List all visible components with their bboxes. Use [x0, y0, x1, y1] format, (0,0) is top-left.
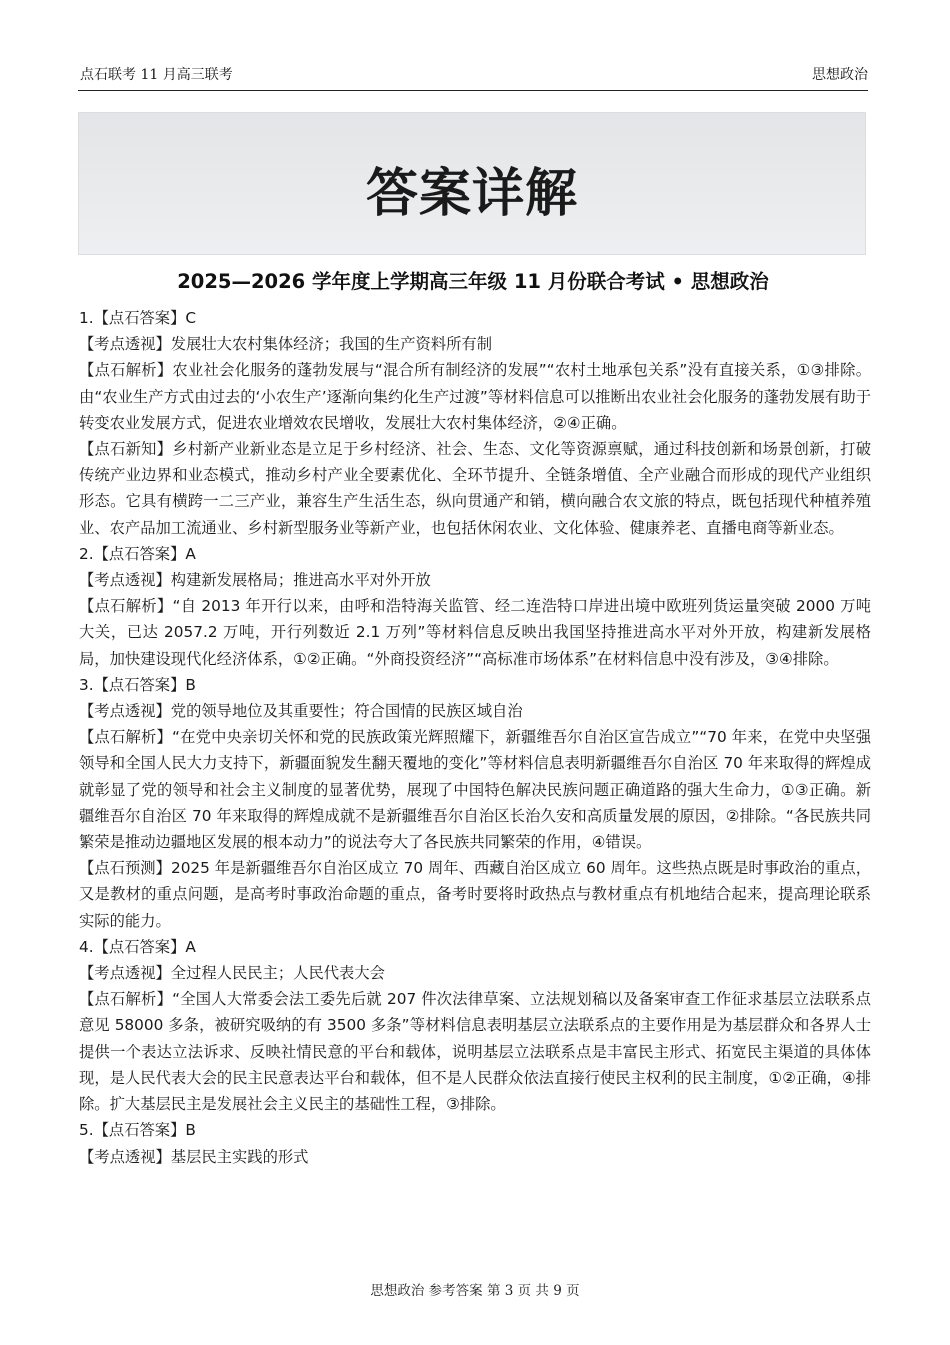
paragraph-q2-answer: 2.【点石答案】A — [79, 544, 196, 563]
paragraph-q5-topic: 【考点透视】基层民主实践的形式 — [79, 1147, 309, 1166]
header-exam-name: 点石联考 11 月高三联考 — [80, 67, 233, 83]
paragraph-q1-knowledge: 【点石新知】乡村新产业新业态是立足于乡村经济、社会、生态、文化等资源禀赋，通过科技创新和场景创新，打破传统产业边界和业态模式，推动乡村产业全要素优化、全环节提升、全链条增值、全产业融合而形成的现代产业组织形态。它具有横跨一二三产业，兼容生产生活生态，纵向贯通产和销，横向融合农文旅的特点，既包括现代种植养殖业、农产品加工流通业、乡村新型服务业等新产业，也包括休闲农业、文化体验、健康养老、直播电商等新业态。 — [79, 440, 871, 537]
page-header — [78, 62, 868, 91]
paragraph-q3-prediction: 【点石预测】2025 年是新疆维吾尔自治区成立 70 周年、西藏自治区成立 60 周年。这些热点既是时事政治的重点，又是教材的重点问题，是高考时事政治命题的重点，备考时要将时政热点与教材重点有机地结合起来，提高理论联系实际的能力。 — [79, 859, 871, 930]
banner-title: 答案详解 — [365, 163, 578, 224]
header-subject: 思想政治 — [812, 67, 868, 83]
paragraph-q1-analysis: 【点石解析】农业社会化服务的蓬勃发展与“混合所有制经济的发展”“农村土地承包关系”没有直接关系，①③排除。由“农业生产方式由过去的‘小农生产’逐渐向集约化生产过渡”等材料信息可以推断出农业社会化服务的蓬勃发展有助于转变农业发展方式，促进农业增效农民增收，发展壮大农村集体经济，②④正确。 — [79, 361, 871, 432]
paragraph-q3-analysis: 【点石解析】“在党中央亲切关怀和党的民族政策光辉照耀下，新疆维吾尔自治区宣告成立”“70 年来，在党中央坚强领导和全国人民大力支持下，新疆面貌发生翻天覆地的变化”等材料信息表明新疆维吾尔自治区 70 年来取得的辉煌成就彰显了党的领导和社会主义制度的显著优势，展现了中国特色解决民族问题正确道路的强大生命力，①③正确。新疆维吾尔自治区 70 年来取得的辉煌成就不是新疆维吾尔自治区长治久安和高质量发展的原因，②排除。“各民族共同繁荣是推动边疆地区发展的根本动力”的说法夸大了各民族共同繁荣的作用，④错误。 — [79, 728, 871, 852]
paragraph-q1-answer: 1.【点石答案】C — [79, 309, 197, 327]
paragraph-q4-answer: 4.【点石答案】A — [79, 937, 196, 956]
paragraph-q3-answer: 3.【点石答案】B — [79, 675, 196, 694]
paragraph-q5-answer: 5.【点石答案】B — [79, 1121, 196, 1140]
page-footer: 思想政治 参考答案 第 3 页 共 9 页 — [370, 1283, 580, 1299]
paragraph-q2-topic: 【考点透视】构建新发展格局；推进高水平对外开放 — [79, 571, 431, 590]
answer-content — [79, 305, 871, 1170]
paragraph-q2-analysis: 【点石解析】“自 2013 年开行以来，由呼和浩特海关监管、经二连浩特口岸进出境中欧班列货运量突破 2000 万吨大关，已达 2057.2 万吨，开行列数近 2.1 万列”等材料信息反映出我国坚持推进高水平对外开放，构建新发展格局，加快建设现代化经济体系，①②正确。“外商投资经济”“高标准市场体系”在材料信息中没有涉及，③④排除。 — [79, 597, 871, 668]
paragraph-q1-topic: 【考点透视】发展壮大农村集体经济；我国的生产资料所有制 — [79, 335, 493, 354]
paragraph-q3-topic: 【考点透视】党的领导地位及其重要性；符合国情的民族区域自治 — [79, 702, 523, 721]
paragraph-q4-analysis: 【点石解析】“全国人大常委会法工委先后就 207 件次法律草案、立法规划稿以及备案审查工作征求基层立法联系点意见 58000 多条，被研究吸纳的有 3500 多条”等材料信息表明基层立法联系点的主要作用是为基层群众和各界人士提供一个表达立法诉求、反映社情民意的平台和载体，说明基层立法联系点是丰富民主形式、拓宽民主渠道的具体体现，是人民代表大会的民主民意表达平台和载体，但不是人民群众依法直接行使民主权利的民主制度，①②正确，④排除。扩大基层民主是发展社会主义民主的基础性工程，③排除。 — [79, 990, 871, 1114]
exam-title: 2025—2026 学年度上学期高三年级 11 月份联合考试 • 思想政治 — [177, 270, 769, 293]
title-banner — [78, 112, 866, 255]
paragraph-q4-topic: 【考点透视】全过程人民民主；人民代表大会 — [79, 964, 385, 983]
